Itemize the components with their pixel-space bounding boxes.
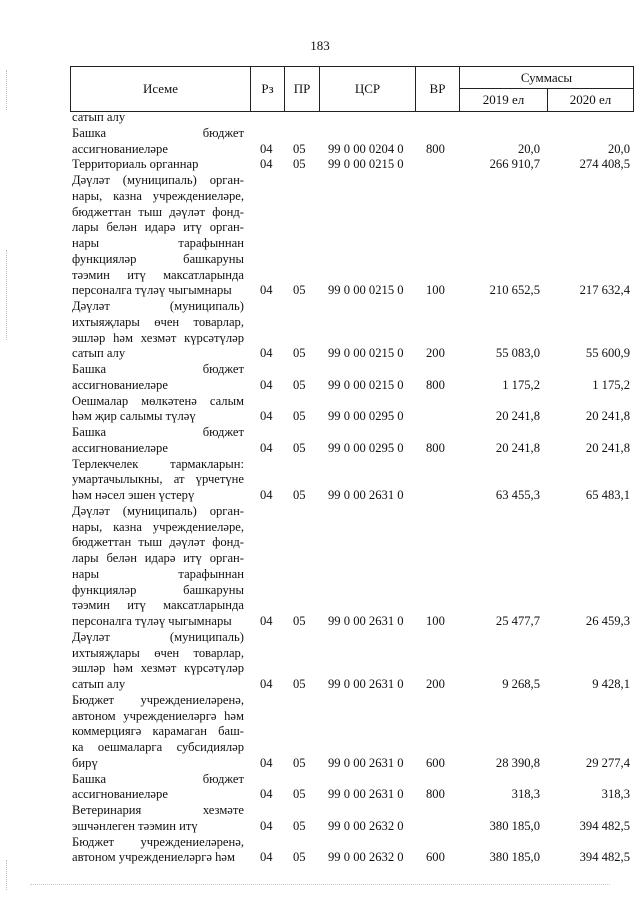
row-2019: 20,0 — [517, 141, 540, 156]
row-vr: 200 — [426, 677, 445, 691]
row-csr: 99 0 00 2631 0 — [328, 488, 404, 502]
row-pr: 05 — [293, 787, 306, 802]
row-name-line: коммерциягә карамаган баш- — [72, 724, 244, 739]
row-2019: 55 083,0 — [495, 346, 540, 361]
page-number: 183 — [310, 38, 330, 53]
row-rz: 04 — [260, 755, 273, 770]
table-row — [72, 693, 634, 772]
row-2020: 274 408,5 — [579, 157, 630, 172]
row-2019: 25 477,7 — [495, 614, 540, 628]
row-name-line: ихтыяҗлары өчен товарлар, — [72, 314, 244, 329]
row-rz: 04 — [260, 677, 273, 691]
row-csr: 99 0 00 2631 0 — [328, 787, 404, 802]
row-csr: 99 0 00 2631 0 — [328, 677, 404, 691]
table-row — [72, 362, 634, 394]
row-pr: 05 — [293, 818, 306, 833]
row-name-line: һәм нәсел эшен үстерү — [72, 488, 195, 502]
table-row — [72, 110, 634, 126]
row-pr: 05 — [293, 488, 306, 502]
header-csr: ЦСР — [319, 66, 416, 112]
table-body — [72, 110, 634, 866]
row-vr: 100 — [426, 614, 445, 628]
header-pr: ПР — [284, 66, 320, 112]
row-csr: 99 0 00 0215 0 — [328, 377, 404, 392]
row-pr: 05 — [293, 755, 306, 770]
scan-edge — [6, 70, 8, 110]
scan-line — [30, 884, 610, 885]
row-2019: 210 652,5 — [489, 283, 540, 298]
row-pr: 05 — [293, 677, 306, 691]
row-csr: 99 0 00 0295 0 — [328, 409, 404, 424]
table-row — [72, 157, 634, 173]
table-row — [72, 504, 634, 630]
row-csr: 99 0 00 0215 0 — [328, 346, 404, 361]
row-pr: 05 — [293, 850, 306, 865]
row-rz: 04 — [260, 346, 273, 361]
row-name-line: һәм җир салымы түләү — [72, 409, 196, 424]
row-name-line: Дәүләт (муниципаль) — [72, 299, 244, 313]
row-pr: 05 — [293, 283, 306, 298]
row-name-line: нары тарафыннан — [72, 236, 244, 250]
table-row — [72, 457, 634, 504]
row-2020: 1 175,2 — [592, 377, 630, 392]
scan-edge — [6, 250, 8, 340]
row-name-line: умартачылыкны, ат үрчетүне — [72, 472, 244, 487]
row-2019: 63 455,3 — [495, 488, 540, 502]
row-name-line: лары белән идарә итү орган- — [72, 220, 244, 235]
row-2019: 1 175,2 — [502, 377, 540, 392]
header-vr: ВР — [415, 66, 460, 112]
row-name-line: Дәүләт (муниципаль) орган- — [72, 503, 244, 518]
row-vr: 600 — [426, 755, 445, 770]
row-name-line: Бюджет учреждениеләренә, — [72, 834, 244, 849]
row-name-line: сатып алу — [72, 677, 126, 691]
row-rz: 04 — [260, 850, 273, 865]
row-pr: 05 — [293, 346, 306, 361]
row-rz: 04 — [260, 818, 273, 833]
row-rz: 04 — [260, 157, 273, 172]
row-name-line: Ветеринария хезмәте — [72, 803, 244, 817]
row-name-line: функцияләр башкаруны — [72, 251, 244, 266]
row-pr: 05 — [293, 141, 306, 156]
table-row — [72, 394, 634, 426]
row-2020: 20,0 — [607, 141, 630, 156]
row-csr: 99 0 00 0295 0 — [328, 440, 404, 455]
row-pr: 05 — [293, 377, 306, 392]
row-2020: 65 483,1 — [585, 488, 630, 502]
header-rz: Рз — [250, 66, 285, 112]
row-name-line: функцияләр башкаруны — [72, 582, 244, 597]
row-2020: 26 459,3 — [585, 614, 630, 628]
row-vr: 800 — [426, 440, 445, 455]
row-rz: 04 — [260, 787, 273, 802]
row-pr: 05 — [293, 157, 306, 172]
row-rz: 04 — [260, 141, 273, 156]
row-name-line: Дәүләт (муниципаль) орган- — [72, 173, 244, 187]
row-2020: 394 482,5 — [579, 850, 630, 865]
header-name: Исеме — [70, 66, 251, 112]
row-name-line: ассигнованиеләре — [72, 440, 168, 455]
row-name-line: автоном учреждениеләргә һәм — [72, 708, 244, 723]
row-2019: 9 268,5 — [502, 677, 540, 691]
row-name-line: Терлекчелек тармакларын: — [72, 456, 244, 471]
table-row — [72, 630, 634, 693]
header-2019: 2019 ел — [459, 88, 548, 112]
row-csr: 99 0 00 2631 0 — [328, 614, 404, 628]
row-2019: 380 185,0 — [489, 850, 540, 865]
row-name-line: бюджеттан тыш дәүләт фонд- — [72, 535, 244, 550]
row-2020: 29 277,4 — [585, 755, 630, 770]
row-2020: 20 241,8 — [585, 409, 630, 424]
row-name-line: сатып алу — [72, 346, 126, 361]
row-rz: 04 — [260, 614, 273, 628]
row-pr: 05 — [293, 409, 306, 424]
row-rz: 04 — [260, 377, 273, 392]
row-name-line: персоналга түләү чыгымнары — [72, 614, 232, 628]
table-row — [72, 126, 634, 158]
row-2019: 380 185,0 — [489, 818, 540, 833]
table-row — [72, 772, 634, 804]
row-2019: 20 241,8 — [495, 440, 540, 455]
row-name-line: ка оешмаларга субсидияләр — [72, 740, 244, 754]
row-vr: 200 — [426, 346, 445, 361]
row-name-line: Бюджет учреждениеләренә, — [72, 692, 244, 707]
table-header — [70, 66, 634, 112]
row-name-line: сатып алу — [72, 110, 126, 124]
row-2019: 266 910,7 — [489, 157, 540, 172]
table-row — [72, 803, 634, 835]
row-name — [72, 504, 244, 630]
row-rz: 04 — [260, 409, 273, 424]
row-name-line: бирү — [72, 755, 98, 770]
row-name-line: эшләр һәм хезмәт күрсәтүләр — [72, 661, 244, 676]
row-name-line: автоном учреждениеләргә һәм — [72, 850, 235, 865]
row-name-line: персоналга түләү чыгымнары — [72, 283, 232, 298]
row-name-line: эшләр һәм хезмәт күрсәтүләр — [72, 330, 244, 345]
row-2020: 55 600,9 — [585, 346, 630, 361]
row-name-line: Территориаль органнар — [72, 157, 199, 172]
header-sums: Суммасы — [459, 66, 634, 89]
row-name-line: нары, казна учреждениеләре, — [72, 188, 244, 203]
row-name-line: Дәүләт (муниципаль) — [72, 629, 244, 644]
row-csr: 99 0 00 2632 0 — [328, 818, 404, 833]
row-name-line: лары белән идарә итү орган- — [72, 551, 244, 565]
row-vr: 600 — [426, 850, 445, 865]
row-name-line: Башка бюджет — [72, 125, 244, 140]
row-name-line: ассигнованиеләре — [72, 377, 168, 392]
row-2020: 318,3 — [601, 787, 630, 802]
row-name-line: тәэмин итү максатларында — [72, 267, 244, 282]
row-rz: 04 — [260, 440, 273, 455]
row-2019: 20 241,8 — [495, 409, 540, 424]
table-row — [72, 299, 634, 362]
row-2020: 217 632,4 — [579, 283, 630, 298]
table-row — [72, 173, 634, 299]
table-row — [72, 835, 634, 867]
row-name-line: ихтыяҗлары өчен товарлар, — [72, 645, 244, 660]
row-csr: 99 0 00 0215 0 — [328, 283, 404, 298]
row-2020: 20 241,8 — [585, 440, 630, 455]
row-2019: 318,3 — [511, 787, 540, 802]
row-pr: 05 — [293, 614, 306, 628]
row-2020: 394 482,5 — [579, 818, 630, 833]
row-csr: 99 0 00 0204 0 — [328, 141, 404, 156]
row-vr: 800 — [426, 141, 445, 156]
row-csr: 99 0 00 2631 0 — [328, 755, 404, 770]
header-2020: 2020 ел — [547, 88, 634, 112]
row-name-line: Башка бюджет — [72, 771, 244, 786]
row-name-line: нары тарафыннан — [72, 566, 244, 581]
row-name-line: бюджеттан тыш дәүләт фонд- — [72, 204, 244, 219]
row-2019: 28 390,8 — [495, 755, 540, 770]
row-name — [72, 173, 244, 299]
row-csr: 99 0 00 0215 0 — [328, 157, 404, 172]
row-name-line: Башка бюджет — [72, 362, 244, 376]
row-name-line: тәэмин итү максатларында — [72, 598, 244, 613]
row-name-line: эшчәнлеген тәэмин итү — [72, 818, 198, 833]
row-pr: 05 — [293, 440, 306, 455]
row-name-line: нары, казна учреждениеләре, — [72, 519, 244, 534]
row-csr: 99 0 00 2632 0 — [328, 850, 404, 865]
row-vr: 800 — [426, 377, 445, 392]
row-rz: 04 — [260, 488, 273, 502]
row-name-line: ассигнованиеләре — [72, 141, 168, 156]
row-name-line: Оешмалар мөлкәтенә салым — [72, 393, 244, 408]
row-vr: 100 — [426, 283, 445, 298]
row-2020: 9 428,1 — [592, 677, 630, 691]
row-name-line: Башка бюджет — [72, 425, 244, 439]
row-vr: 800 — [426, 787, 445, 802]
row-rz: 04 — [260, 283, 273, 298]
row-name-line: ассигнованиеләре — [72, 787, 168, 802]
scan-edge — [6, 860, 8, 890]
table-row — [72, 425, 634, 457]
